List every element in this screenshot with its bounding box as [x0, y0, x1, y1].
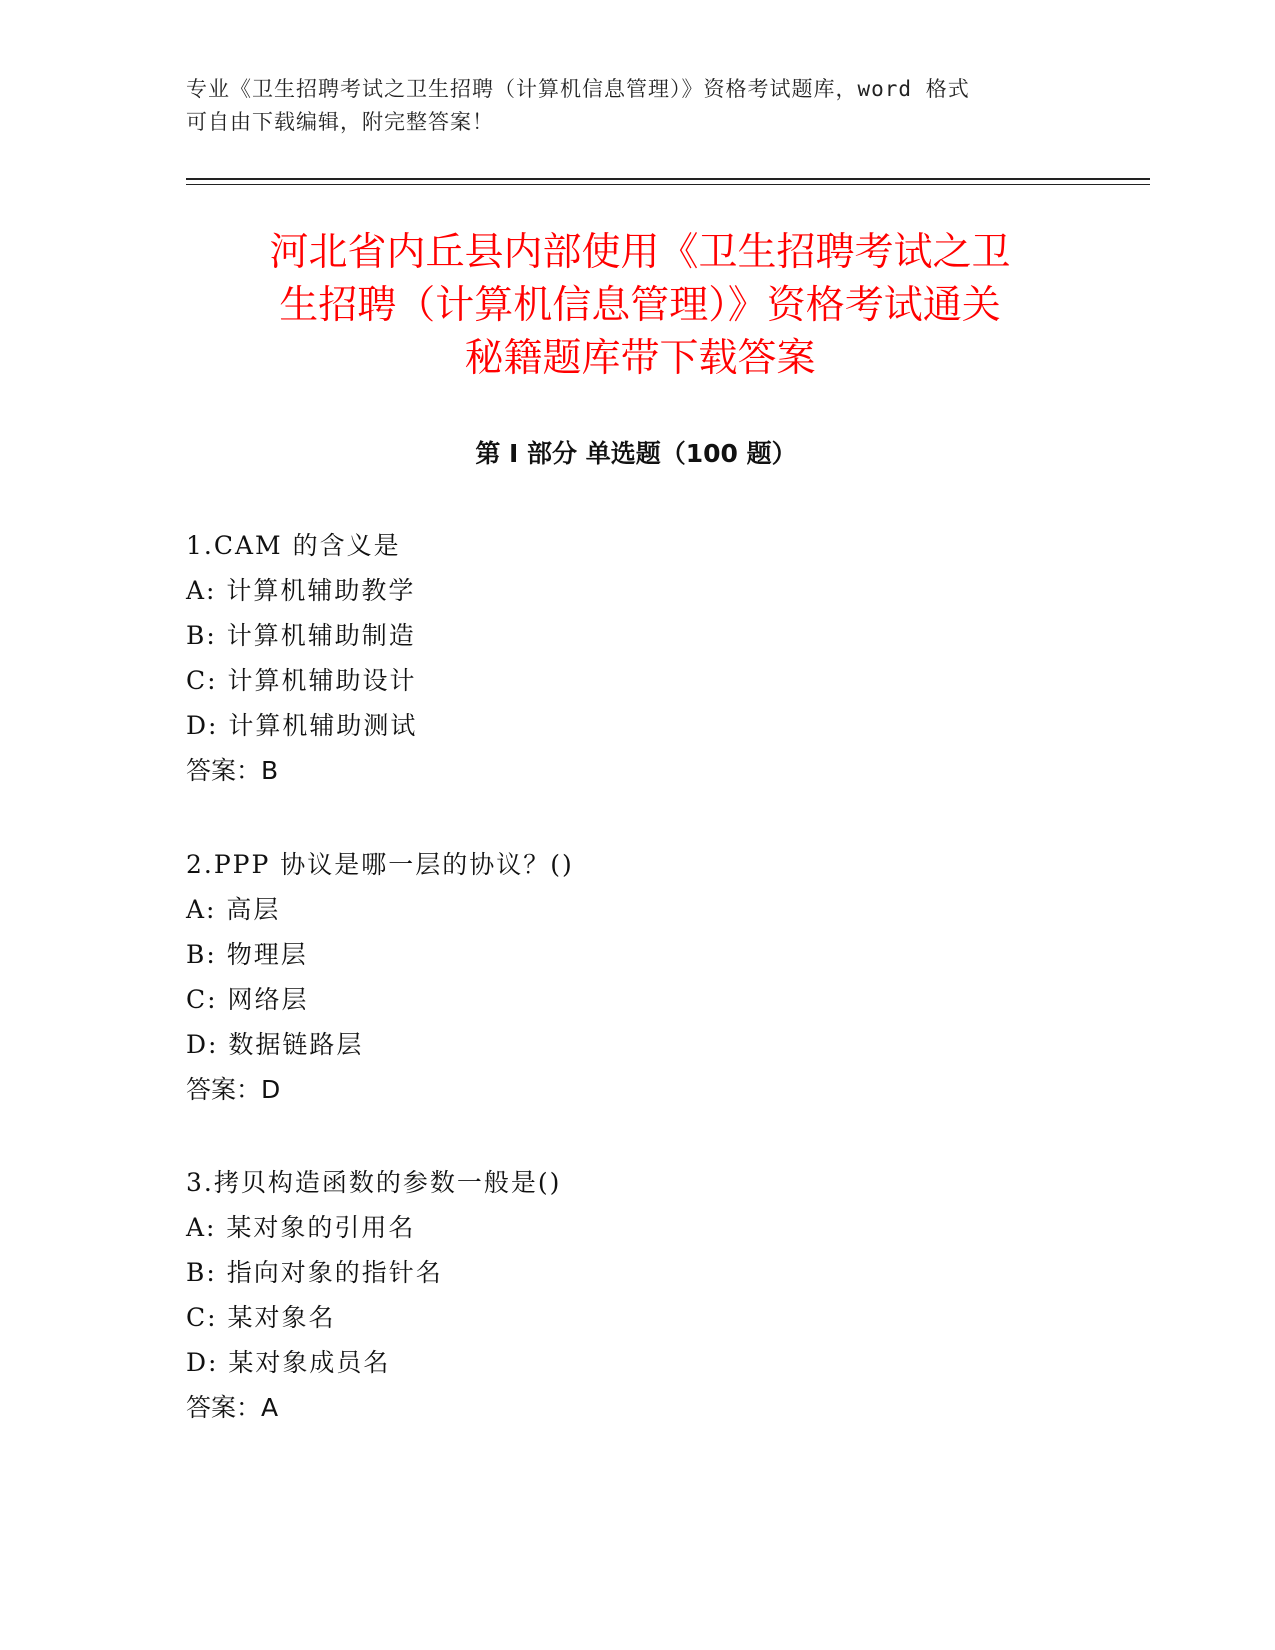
- question-3: [186, 1160, 1086, 1430]
- option-d: D: 计算机辅助测试: [186, 711, 418, 740]
- question-1: [186, 523, 1086, 793]
- document-title-line-1: 河北省内丘县内部使用《卫生招聘考试之卫: [269, 230, 1011, 275]
- option-c: C: 计算机辅助设计: [186, 666, 417, 695]
- document-title: [190, 226, 1090, 385]
- option-b: B: 计算机辅助制造: [186, 621, 416, 650]
- option-c: C: 某对象名: [186, 1303, 336, 1332]
- option-a: A: 计算机辅助教学: [186, 576, 416, 605]
- section-title: 第 I 部分 单选题（100 题）: [475, 439, 797, 468]
- answer: 答案：D: [186, 1075, 281, 1104]
- header-rule-thick: [186, 178, 1150, 180]
- option-b: B: 物理层: [186, 940, 308, 969]
- option-a: A: 某对象的引用名: [186, 1213, 416, 1242]
- option-d: D: 某对象成员名: [186, 1348, 391, 1377]
- document-title-line-2: 生招聘（计算机信息管理）》资格考试通关: [279, 283, 1001, 328]
- answer: 答案：B: [186, 756, 279, 785]
- option-b: B: 指向对象的指针名: [186, 1258, 443, 1287]
- header-rule-thin: [186, 184, 1150, 185]
- option-c: C: 网络层: [186, 985, 309, 1014]
- header-note-line-1: 专业《卫生招聘考试之卫生招聘（计算机信息管理）》资格考试题库，word 格式: [186, 77, 970, 101]
- header-note: [186, 73, 1066, 139]
- header-note-line-2: 可自由下载编辑，附完整答案！: [186, 110, 494, 134]
- question-stem: 2.PPP 协议是哪一层的协议？(): [186, 850, 574, 879]
- option-a: A: 高层: [186, 895, 281, 924]
- answer: 答案：A: [186, 1393, 279, 1422]
- question-2: [186, 842, 1086, 1112]
- question-stem: 1.CAM 的含义是: [186, 531, 401, 560]
- option-d: D: 数据链路层: [186, 1030, 364, 1059]
- document-title-line-3: 秘籍题库带下载答案: [464, 336, 816, 381]
- question-stem: 3.拷贝构造函数的参数一般是(): [186, 1168, 562, 1197]
